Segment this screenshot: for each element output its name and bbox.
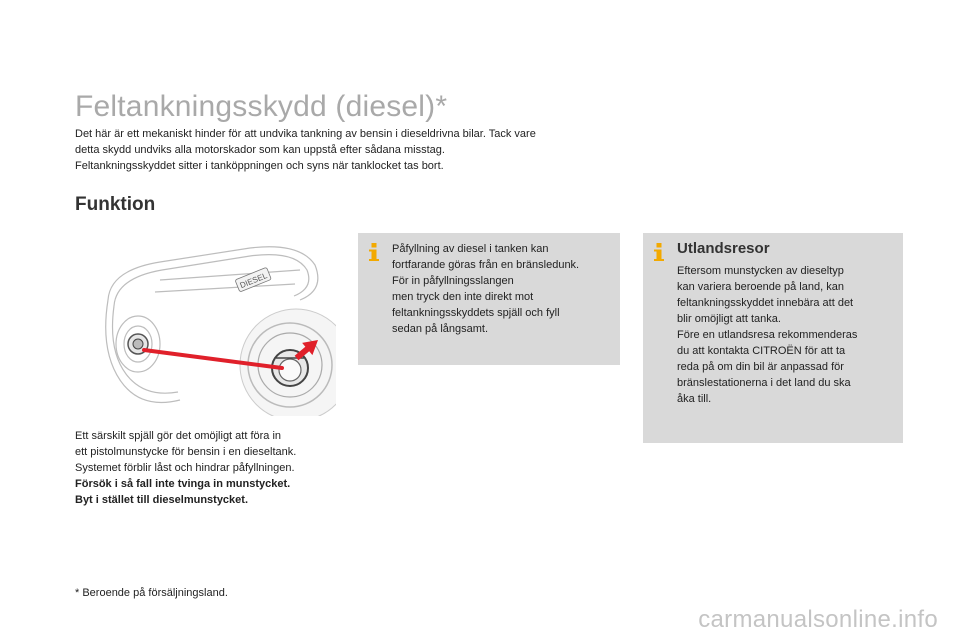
info-box-diesel-refill xyxy=(358,233,620,365)
info-line: blir omöjligt att tanka. xyxy=(677,313,781,325)
intro-line: detta skydd undviks alla motorskador som kan uppstå efter sådana misstag. xyxy=(75,144,445,156)
info-line: kan variera beroende på land, kan xyxy=(677,281,844,293)
info-icon xyxy=(367,243,381,261)
info-line: du att kontakta CITROËN för att ta xyxy=(677,345,846,357)
info-line: feltankningsskyddets spjäll och fyll xyxy=(392,307,560,319)
info-icon xyxy=(652,243,666,261)
illustration-caption xyxy=(75,428,345,508)
caption-line: Systemet förblir låst och hindrar påfyllningen. xyxy=(75,462,295,474)
info-line: bränslestationerna i det land du ska xyxy=(677,377,851,389)
info-box-travel-abroad xyxy=(643,233,903,443)
watermark: carmanualsonline.info xyxy=(698,606,938,633)
intro-line: Det här är ett mekaniskt hinder för att undvika tankning av bensin i dieseldrivna bilar. Tack vare xyxy=(75,128,536,140)
page-title: Feltankningsskydd (diesel)* xyxy=(75,90,448,123)
info-line: För in påfyllningsslangen xyxy=(392,275,514,287)
info-line: åka till. xyxy=(677,393,712,405)
fuel-filler-illustration xyxy=(100,240,336,416)
intro-paragraph xyxy=(75,126,615,174)
info-line: sedan på långsamt. xyxy=(392,323,489,335)
info-line: feltankningsskyddet innebära att det xyxy=(677,297,854,309)
footnote: * Beroende på försäljningsland. xyxy=(75,587,228,599)
caption-warning-line: Försök i så fall inte tvinga in munstycket. xyxy=(75,478,291,490)
caption-line: ett pistolmunstycke för bensin i en dieseltank. xyxy=(75,446,297,458)
intro-line: Feltankningsskyddet sitter i tanköppningen och syns när tanklocket tas bort. xyxy=(75,160,444,172)
info-line: Påfyllning av diesel i tanken kan xyxy=(392,243,549,255)
info-line: men tryck den inte direkt mot xyxy=(392,291,534,303)
caption-line: Ett särskilt spjäll gör det omöjligt att föra in xyxy=(75,430,282,442)
info-line: Eftersom munstycken av dieseltyp xyxy=(677,265,844,277)
fuel-filler-drawing xyxy=(100,240,336,416)
info-line: reda på om din bil är anpassad för xyxy=(677,361,844,373)
section-heading: Funktion xyxy=(75,194,156,215)
info-line: fortfarande göras från en bränsledunk. xyxy=(392,259,580,271)
caption-warning-line: Byt i stället till dieselmunstycket. xyxy=(75,494,249,506)
info-box-heading: Utlandsresor xyxy=(677,240,770,257)
diesel-label: DIESEL xyxy=(238,271,269,291)
info-line: Före en utlandsresa rekommenderas xyxy=(677,329,858,341)
